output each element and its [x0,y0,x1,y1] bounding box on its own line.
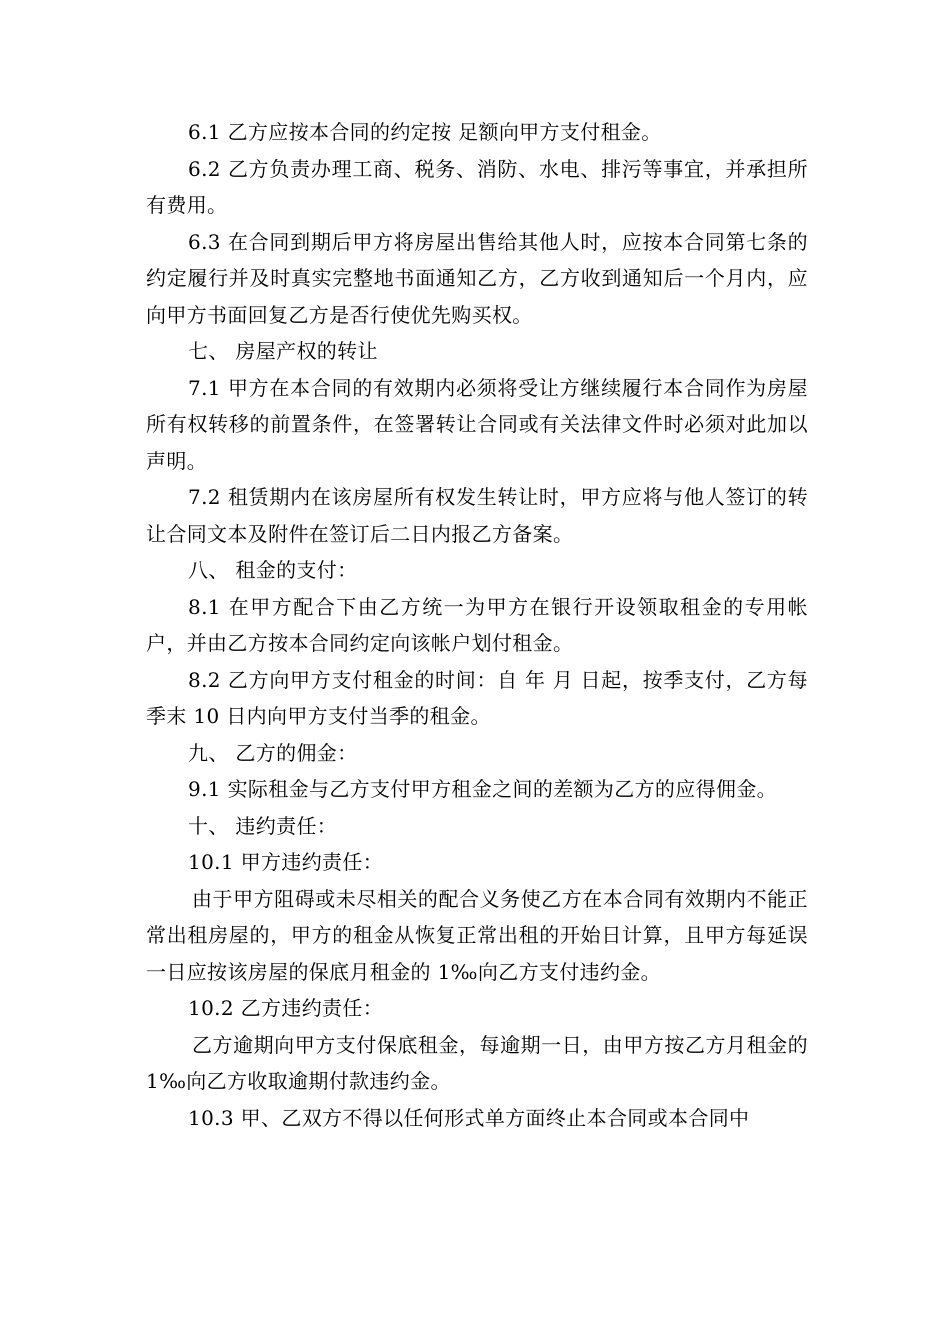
clause-8-1: 8.1 在甲方配合下由乙方统一为甲方在银行开设领取租金的专用帐户，并由乙方按本合同约定向该帐户划付租金。 [146,594,808,655]
clause-6-1: 6.1 乙方应按本合同的约定按 足额向甲方支付租金。 [188,120,662,144]
clause-7-1: 7.1 甲方在本合同的有效期内必须将受让方继续履行本合同作为房屋所有权转移的前置条件，在签署转让合同或有关法律文件时必须对此加以声明。 [146,375,808,473]
section-heading-7: 七、 房屋产权的转让 [188,339,378,363]
clause-8-2: 8.2 乙方向甲方支付租金的时间：自 年 月 日起，按季支付，乙方每季末 10 日内向甲方支付当季的租金。 [146,667,808,728]
clause-6-3: 6.3 在合同到期后甲方将房屋出售给其他人时，应按本合同第七条的约定履行并及时真实完整地书面通知乙方，乙方收到通知后一个月内，应向甲方书面回复乙方是否行使优先购买权。 [146,229,808,327]
section-heading-10: 十、 违约责任： [188,813,338,838]
clause-10-2-body: 乙方逾期向甲方支付保底租金，每逾期一日，由甲方按乙方月租金的 1‰向乙方收取逾期付款违约金。 [146,1032,808,1093]
clause-6-2: 6.2 乙方负责办理工商、税务、消防、水电、排污等事宜，并承担所有费用。 [146,156,808,217]
clause-10-1-heading: 10.1 甲方违约责任： [188,850,384,874]
document-body [146,114,808,1136]
clause-10-2-heading: 10.2 乙方违约责任： [188,996,384,1020]
section-heading-9: 九、 乙方的佣金： [188,740,358,765]
section-heading-8: 八、 租金的支付： [188,558,358,582]
clause-10-1-body: 由于甲方阻碍或未尽相关的配合义务使乙方在本合同有效期内不能正常出租房屋的，甲方的租金从恢复正常出租的开始日计算，且甲方每延误一日应按该房屋的保底月租金的 1‰向乙方支付违约金。 [146,886,808,984]
clause-9-1: 9.1 实际租金与乙方支付甲方租金之间的差额为乙方的应得佣金。 [188,777,778,801]
clause-10-3: 10.3 甲、乙双方不得以任何形式单方面终止本合同或本合同中 [188,1105,750,1130]
clause-7-2: 7.2 租赁期内在该房屋所有权发生转让时，甲方应将与他人签订的转让合同文本及附件在签订后二日内报乙方备案。 [146,485,808,546]
